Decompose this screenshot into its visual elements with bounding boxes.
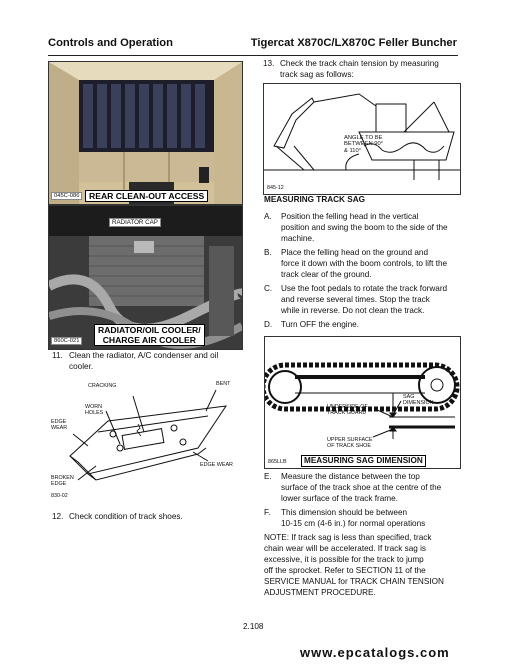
label-wear: WEAR	[51, 425, 68, 432]
sub-step-f-line2: 10-15 cm (4-6 in.) for normal operations	[281, 519, 426, 528]
radiator-cap-tag: RADIATOR CAP	[109, 218, 161, 227]
step-11-number: 11.	[52, 351, 63, 360]
sub-step-e-label: E.	[264, 472, 272, 481]
sub-step-f-label: F.	[264, 508, 271, 517]
sub-step-b-line3: track clear of the ground.	[281, 270, 372, 279]
label-edge: EDGE	[51, 419, 67, 425]
track-sag-caption: MEASURING TRACK SAG	[264, 195, 365, 204]
angle-line1: ANGLE TO BE	[344, 135, 383, 141]
sub-step-e-line3: lower surface of the track frame.	[281, 494, 398, 503]
rear-cleanout-photo	[48, 61, 243, 205]
radiator-photo	[48, 205, 243, 350]
track-sag-diagram	[263, 83, 461, 195]
label-holes: HOLES	[85, 410, 104, 417]
sub-step-c-line3: while in reverse. Do not clean the track.	[281, 306, 425, 315]
header-right: Tigercat X870C/LX870C Feller Buncher	[250, 37, 457, 49]
rear-cleanout-illustration	[49, 62, 242, 204]
sag-dimension-caption: MEASURING SAG DIMENSION	[301, 455, 426, 467]
underside-label	[327, 404, 368, 417]
photo2-caption-line1: RADIATOR/OIL COOLER/	[98, 325, 201, 335]
sag-dimension-diagram	[264, 336, 461, 469]
photo2-caption	[94, 324, 205, 346]
label-broken-edge	[51, 475, 74, 488]
angle-line3: & 110°	[344, 147, 362, 154]
sub-step-a-line2: position and swing the boom to the side of the	[281, 223, 448, 232]
step-13-line2: track sag as follows:	[280, 70, 354, 79]
sub-step-d-label: D.	[264, 320, 273, 329]
track-shoe-diagram	[48, 376, 241, 501]
label-edge-2: EDGE	[51, 481, 67, 488]
page-number: 2.108	[243, 622, 264, 631]
sub-step-e-line2: surface of the track shoe at the centre of the	[281, 483, 442, 492]
step-11-line2: cooler.	[69, 362, 94, 371]
step-13-text	[280, 58, 439, 80]
photo2-code: 860C-021	[51, 337, 82, 345]
label-edge-wear-right: EDGE WEAR	[200, 462, 233, 468]
label-bent: BENT	[216, 381, 231, 387]
photo1-code: 045C-086	[51, 192, 82, 200]
sub-step-c-line2: and reverse several times. Stop the track	[281, 295, 430, 304]
sag-label	[403, 394, 434, 407]
photo2-caption-line2: CHARGE AIR COOLER	[102, 335, 196, 345]
sub-step-a-line3: machine.	[281, 234, 315, 243]
photo1-caption: REAR CLEAN-OUT ACCESS	[85, 190, 208, 202]
sub-step-c-label: C.	[264, 284, 273, 293]
sub-step-b-line2: force it down with the boom controls, to lift the	[281, 259, 448, 268]
underside-line1: UNDERSIDE OF	[327, 404, 368, 410]
angle-line2: BETWEEN 90°	[344, 141, 384, 148]
upper-surface-line2: OF TRACK SHOE	[327, 443, 371, 450]
sub-step-a-text	[281, 211, 448, 244]
label-broken: BROKEN	[51, 475, 74, 481]
sag-label-line1: SAG	[403, 394, 415, 400]
shoe-diagram-code: 830-02	[51, 493, 68, 499]
sub-step-a-label: A.	[264, 212, 272, 221]
note-line4: off the sprocket. Refer to SECTION 11 of the	[264, 566, 426, 575]
note-line1: NOTE: If track sag is less than specified, track	[264, 533, 432, 542]
label-worn: WORN	[85, 404, 103, 410]
note-line6: ADJUSTMENT PROCEDURE.	[264, 588, 376, 597]
upper-surface-line1: UPPER SURFACE	[327, 437, 373, 443]
step-11-text	[69, 350, 218, 372]
note-line2: chain wear will be accelerated. If track sag is	[264, 544, 427, 553]
upper-surface-label	[327, 437, 373, 450]
note-line3: excessive, it is possible for the track to jump	[264, 555, 424, 564]
sub-step-b-line1: Place the felling head on the ground and	[281, 248, 429, 257]
label-cracking: CRACKING	[88, 383, 117, 389]
dim-diagram-code: 865LLB	[268, 459, 287, 465]
sag-diagram-code: 845-12	[267, 185, 284, 191]
sub-step-f-text	[281, 507, 425, 529]
underside-line2: TRACK GUARD	[327, 410, 367, 417]
sag-label-line2: DIMENSION	[403, 400, 434, 407]
label-worn-holes	[85, 404, 103, 417]
sub-step-c-text	[281, 283, 447, 316]
sub-step-b-label: B.	[264, 248, 272, 257]
angle-label	[344, 135, 383, 154]
label-edge-wear-left	[51, 419, 67, 432]
sub-step-d-text: Turn OFF the engine.	[281, 320, 359, 329]
sub-step-b-text	[281, 247, 447, 280]
header-rule	[48, 55, 458, 56]
watermark: www.epcatalogs.com	[300, 645, 450, 660]
step-12-text: Check condition of track shoes.	[69, 512, 183, 521]
step-12-number: 12.	[52, 512, 64, 521]
header-left: Controls and Operation	[48, 37, 173, 49]
note-line5: SERVICE MANUAL for TRACK CHAIN TENSION	[264, 577, 444, 586]
sub-step-c-line1: Use the foot pedals to rotate the track forward	[281, 284, 448, 293]
step-13-line1: Check the track chain tension by measuring	[280, 59, 439, 68]
sub-step-f-line1: This dimension should be between	[281, 508, 408, 517]
sub-step-e-line1: Measure the distance between the top	[281, 472, 420, 481]
sub-step-e-text	[281, 471, 441, 504]
step-11-line1: Clean the radiator, A/C condenser and oil	[69, 351, 219, 360]
step-13-number: 13.	[263, 59, 275, 68]
track-shoe-drawing	[48, 376, 241, 501]
note-block	[264, 532, 464, 598]
sub-step-a-line1: Position the felling head in the vertical	[281, 212, 419, 221]
